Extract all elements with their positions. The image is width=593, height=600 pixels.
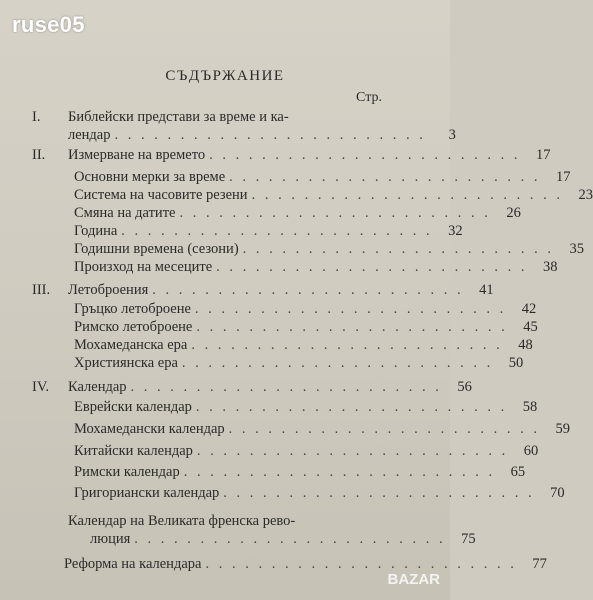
toc-entry-page: 38 (543, 259, 558, 275)
toc-entry (74, 222, 463, 240)
toc-entry-title-cont: люция (90, 531, 131, 547)
toc-entry-number: III. (32, 282, 51, 298)
toc-entry (74, 168, 571, 186)
dot-leader: . . . . . . . . . . . . . . . . . . . . . . . . (181, 355, 494, 371)
toc-entry-page: 26 (506, 205, 521, 221)
dot-leader: . . . . . . . . . . . . . . . . . . . . . . . . (209, 147, 521, 163)
dot-leader: . . . . . . . . . . . . . . . . . . . . . . . . (216, 259, 528, 275)
toc-entry-page: 50 (508, 355, 524, 371)
toc-entry-title: Римски календар (74, 464, 180, 480)
watermark-logo: ruse05 (12, 12, 85, 37)
toc-entry (32, 281, 494, 299)
toc-entry-title: Година (74, 223, 118, 239)
toc-entry-title: Система на часовите резени (74, 187, 248, 203)
toc-entry-page: 60 (523, 443, 539, 459)
toc-entry (74, 336, 533, 354)
toc-entry-title-cont: лендар (68, 127, 111, 143)
dot-leader: . . . . . . . . . . . . . . . . . . . . . . . . (229, 169, 541, 185)
toc-entry-continuation (90, 530, 476, 548)
toc-entry-page: 45 (523, 319, 538, 335)
toc-entry-title: Григориански календар (74, 485, 220, 501)
toc-entry-page: 42 (521, 301, 537, 317)
toc-entry-title: Произход на месеците (74, 259, 213, 275)
toc-entry-title: Календар (68, 379, 127, 395)
toc-entry-title: Римско летоброене (74, 319, 193, 335)
toc-entry (74, 300, 537, 318)
toc-entry (32, 108, 390, 126)
toc-entry (74, 398, 538, 416)
toc-entry (74, 204, 521, 222)
page-column-label: Стр. (356, 90, 382, 105)
toc-entry (74, 240, 585, 258)
toc-entry-page: 56 (457, 379, 472, 395)
dot-leader: . . . . . . . . . . . . . . . . . . . . . . . . (228, 421, 541, 437)
page-title: СЪДЪРЖАНИЕ (165, 68, 285, 84)
dot-leader: . . . . . . . . . . . . . . . . . . . . . . . . (191, 337, 503, 353)
toc-entry-title: Измерване на времето (68, 147, 206, 163)
marketplace-logo: BAZAR (387, 571, 440, 588)
toc-entry-page: 41 (479, 282, 494, 298)
toc-entry-continuation (68, 126, 456, 144)
toc-entry-page: 77 (532, 556, 547, 572)
toc-entry-title: Еврейски календар (74, 399, 192, 415)
toc-entry-page: 17 (536, 147, 551, 163)
toc-entry (74, 354, 524, 372)
toc-entry (32, 146, 551, 164)
toc-entry (74, 420, 571, 438)
toc-entry-page: 58 (522, 399, 538, 415)
dot-leader: . . . . . . . . . . . . . . . . . . . . . . . . (251, 187, 563, 203)
toc-entry-title: Календар на Великата френска рево- (68, 513, 296, 529)
toc-entry (74, 442, 539, 460)
toc-entry-title: Мохамеданска ера (74, 337, 188, 353)
dot-leader: . . . . . . . . . . . . . . . . . . . . . . . . (205, 556, 517, 572)
toc-entry (74, 186, 593, 204)
dot-leader: . . . . . . . . . . . . . . . . . . . . . . . . (134, 531, 446, 547)
dot-leader: . . . . . . . . . . . . . . . . . . . . . . . . (196, 443, 509, 459)
dot-leader: . . . . . . . . . . . . . . . . . . . . . . . . (179, 205, 491, 221)
dot-leader: . . . . . . . . . . . . . . . . . . . . . . . . (114, 127, 426, 143)
dot-leader: . . . . . . . . . . . . . . . . . . . . . . . . (183, 464, 496, 480)
toc-entry-title: Основни мерки за време (74, 169, 226, 185)
toc-entry-page: 48 (518, 337, 533, 353)
toc-entry-title: Годишни времена (сезони) (74, 241, 239, 257)
toc-entry-page: 59 (555, 421, 571, 437)
toc-entry (32, 378, 472, 396)
toc-entry-page: 75 (461, 531, 476, 547)
toc-entry-title: Гръцко летоброене (74, 301, 191, 317)
dot-leader: . . . . . . . . . . . . . . . . . . . . . . . . (194, 301, 507, 317)
toc-entry (64, 555, 547, 573)
toc-entry-page: 3 (448, 127, 456, 143)
toc-entry-title: Китайски календар (74, 443, 193, 459)
toc-entry-page: 65 (510, 464, 526, 480)
toc-entry-page: 23 (578, 187, 593, 203)
toc-entry-title: Реформа на календара (64, 556, 202, 572)
toc-entry-page: 32 (448, 223, 463, 239)
toc-entry-page: 17 (556, 169, 571, 185)
toc-entry (74, 258, 558, 276)
dot-leader: . . . . . . . . . . . . . . . . . . . . . . . . (196, 319, 508, 335)
toc-entry (74, 463, 526, 481)
dot-leader: . . . . . . . . . . . . . . . . . . . . . . . . (130, 379, 442, 395)
toc-entry-title: Мохамедански календар (74, 421, 225, 437)
toc-entry-number: II. (32, 147, 46, 163)
toc-entry-number: I. (32, 109, 41, 125)
toc-entry (74, 484, 565, 502)
dot-leader: . . . . . . . . . . . . . . . . . . . . . . . . (121, 223, 433, 239)
dot-leader: . . . . . . . . . . . . . . . . . . . . . . . . (152, 282, 464, 298)
toc-entry-title: Християнска ера (74, 355, 178, 371)
dot-leader: . . . . . . . . . . . . . . . . . . . . . . . . (223, 485, 535, 501)
toc-entry-title: Смяна на датите (74, 205, 176, 221)
dot-leader: . . . . . . . . . . . . . . . . . . . . . . . . (195, 399, 508, 415)
toc-entry-title: Библейски представи за време и ка- (68, 109, 289, 125)
dot-leader: . . . . . . . . . . . . . . . . . . . . . . . . (242, 241, 555, 257)
toc-entry-page: 70 (550, 485, 565, 501)
toc-entry-title: Летоброения (68, 282, 149, 298)
toc-entry-number: IV. (32, 379, 50, 395)
toc-entry (74, 318, 538, 336)
toc-entry-page: 35 (569, 241, 585, 257)
